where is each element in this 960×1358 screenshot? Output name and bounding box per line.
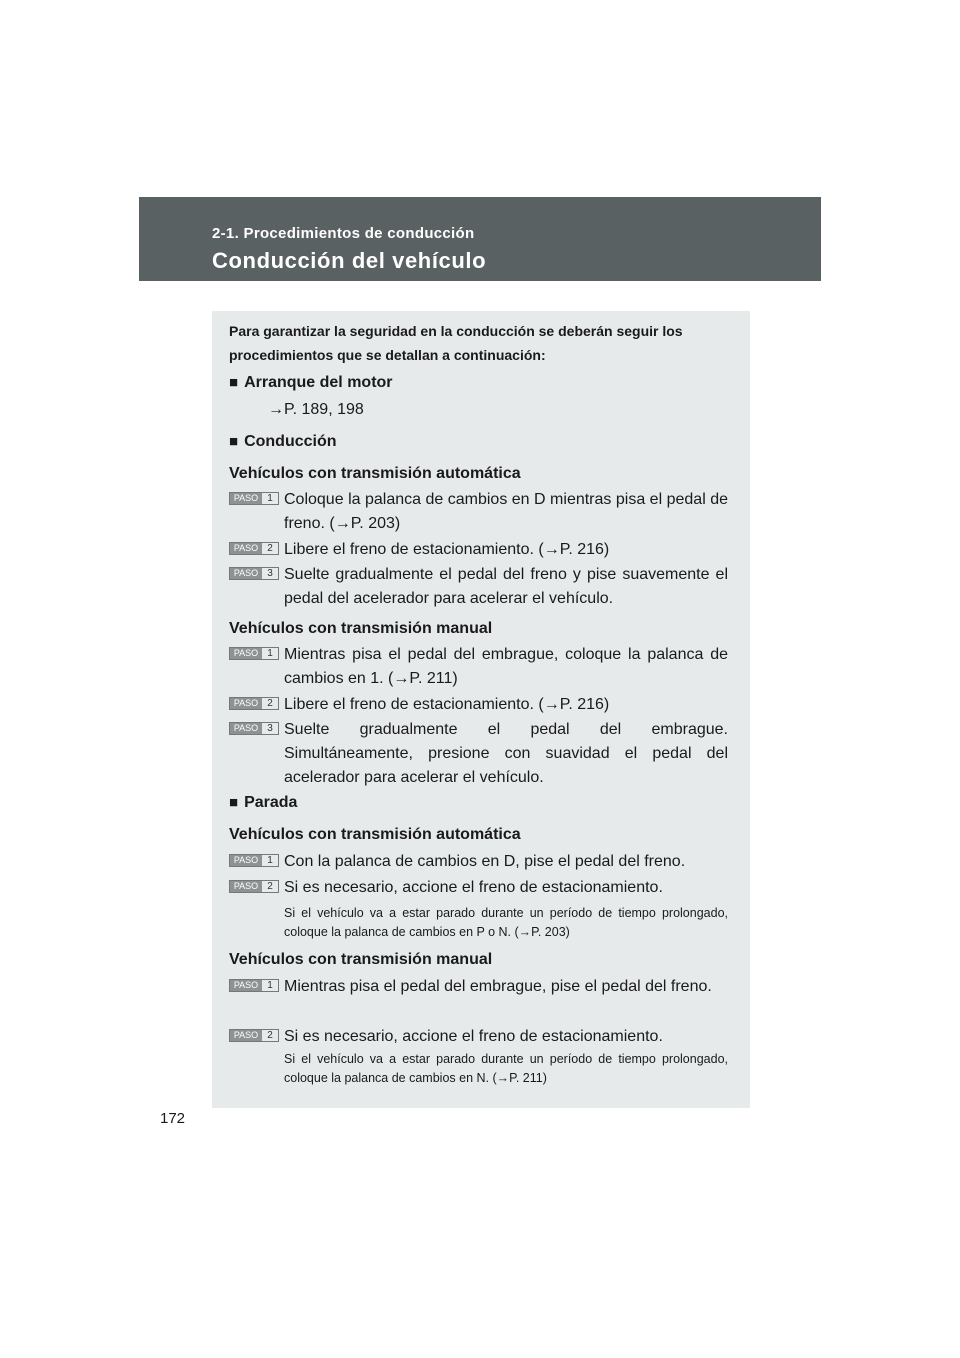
step-text: Mientras pisa el pedal del embrague, pise el pedal del freno. bbox=[284, 978, 712, 995]
bullet-square-icon: ■ bbox=[229, 794, 239, 811]
heading-driving: ■ Conducción bbox=[229, 433, 337, 450]
step-badge: PASO 2 bbox=[229, 1029, 279, 1042]
step-text: Suelte gradualmente el pedal del freno y pise suavemente el pedal del acelerador para acelerar el vehículo. bbox=[284, 566, 728, 607]
step-badge: PASO 2 bbox=[229, 697, 279, 710]
section-label: 2-1. Procedimientos de conducción bbox=[212, 225, 475, 242]
step-badge: PASO 2 bbox=[229, 542, 279, 555]
section-header bbox=[139, 197, 821, 281]
step-text: Mientras pisa el pedal del embrague, coloque la palanca de cambios en 1. (→P. 211) bbox=[284, 646, 728, 687]
note-text: Si el vehículo va a estar parado durante un período de tiempo prolongado, coloque la palanca de cambios en P o N. (→P. 203) bbox=[284, 906, 728, 939]
step-badge: PASO 3 bbox=[229, 722, 279, 735]
heading-engine-start: ■ Arranque del motor bbox=[229, 374, 393, 391]
bullet-square-icon: ■ bbox=[229, 433, 239, 450]
step-text: Con la palanca de cambios en D, pise el pedal del freno. bbox=[284, 853, 686, 870]
subheading-manual: Vehículos con transmisión manual bbox=[229, 951, 493, 968]
subheading-manual: Vehículos con transmisión manual bbox=[229, 620, 493, 637]
page-reference: →P. 189, 198 bbox=[268, 401, 364, 418]
step-badge: PASO 1 bbox=[229, 854, 279, 867]
step-text: Libere el freno de estacionamiento. (→P. 216) bbox=[284, 696, 610, 713]
step-text: Coloque la palanca de cambios en D mientras pisa el pedal de freno. (→P. 203) bbox=[284, 491, 728, 532]
step-text: Libere el freno de estacionamiento. (→P. 216) bbox=[284, 541, 610, 558]
step-badge: PASO 1 bbox=[229, 979, 279, 992]
subheading-automatic: Vehículos con transmisión automática bbox=[229, 826, 521, 843]
step-text: Si es necesario, accione el freno de estacionamiento. bbox=[284, 1028, 663, 1045]
step-badge: PASO 3 bbox=[229, 567, 279, 580]
step-text: Si es necesario, accione el freno de estacionamiento. bbox=[284, 879, 663, 896]
note-text: Si el vehículo va a estar parado durante un período de tiempo prolongado, coloque la palanca de cambios en N. (→P. 211) bbox=[284, 1052, 728, 1085]
subheading-automatic: Vehículos con transmisión automática bbox=[229, 465, 521, 482]
heading-stopping: ■ Parada bbox=[229, 794, 298, 811]
step-badge: PASO 1 bbox=[229, 647, 279, 660]
content-box bbox=[212, 311, 750, 1108]
bullet-square-icon: ■ bbox=[229, 374, 239, 391]
step-badge: PASO 2 bbox=[229, 880, 279, 893]
intro-text: Para garantizar la seguridad en la conducción se deberán seguir los procedimientos que se detallan a continuación: bbox=[229, 323, 683, 363]
page-number: 172 bbox=[160, 1110, 186, 1127]
step-badge: PASO 1 bbox=[229, 492, 279, 505]
step-text: Suelte gradualmente el pedal del embrague. Simultáneamente, presione con suavidad el pedal del acelerador para acelerar el vehículo. bbox=[284, 721, 728, 786]
page-title: Conducción del vehículo bbox=[212, 248, 487, 273]
